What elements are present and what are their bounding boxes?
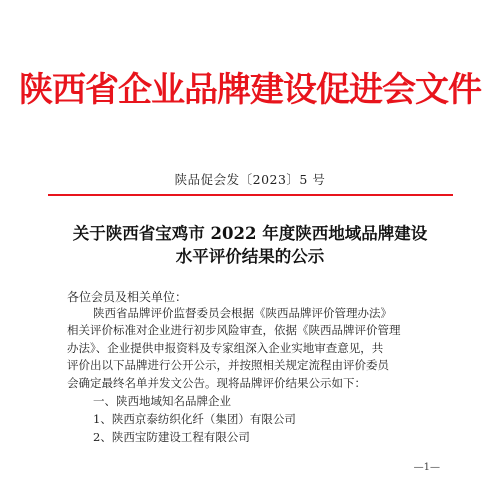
document-number: 陕品促会发〔2023〕5 号 — [174, 172, 326, 187]
list-item: 1、陕西京泰纺织化纤（集团）有限公司 — [93, 412, 296, 426]
section-heading: 一、陕西地域知名品牌企业 — [93, 394, 231, 408]
body-paragraph — [67, 305, 445, 392]
list-item: 2、陕西宝防建设工程有限公司 — [93, 430, 250, 444]
body-line: 相关评价标准对企业进行初步风险审查，依据《陕西品牌评价管理 — [67, 323, 401, 338]
body-line: 会确定最终名单并发文公告。现将品牌评价结果公示如下： — [67, 375, 366, 390]
body-line: 陕西省品牌评价监督委员会根据《陕西品牌评价管理办法》 — [93, 306, 392, 320]
salutation: 各位会员及相关单位： — [67, 290, 188, 304]
red-divider-line — [48, 194, 453, 196]
body-line: 办法》、企业提供申报资料及专家组深入企业实地审查意见，共 — [67, 340, 384, 355]
document-title — [0, 222, 500, 268]
body-line: 评价出以下品牌进行公开公示，并按照相关规定流程由评价委员 — [67, 358, 389, 373]
org-header-title: 陕西省企业品牌建设促进会文件 — [19, 70, 481, 110]
title-line-2: 水平评价结果的公示 — [175, 247, 325, 266]
page-number: —1— — [413, 462, 440, 473]
title-line-1: 关于陕西省宝鸡市 2022 年度陕西地域品牌建设 — [72, 224, 428, 243]
